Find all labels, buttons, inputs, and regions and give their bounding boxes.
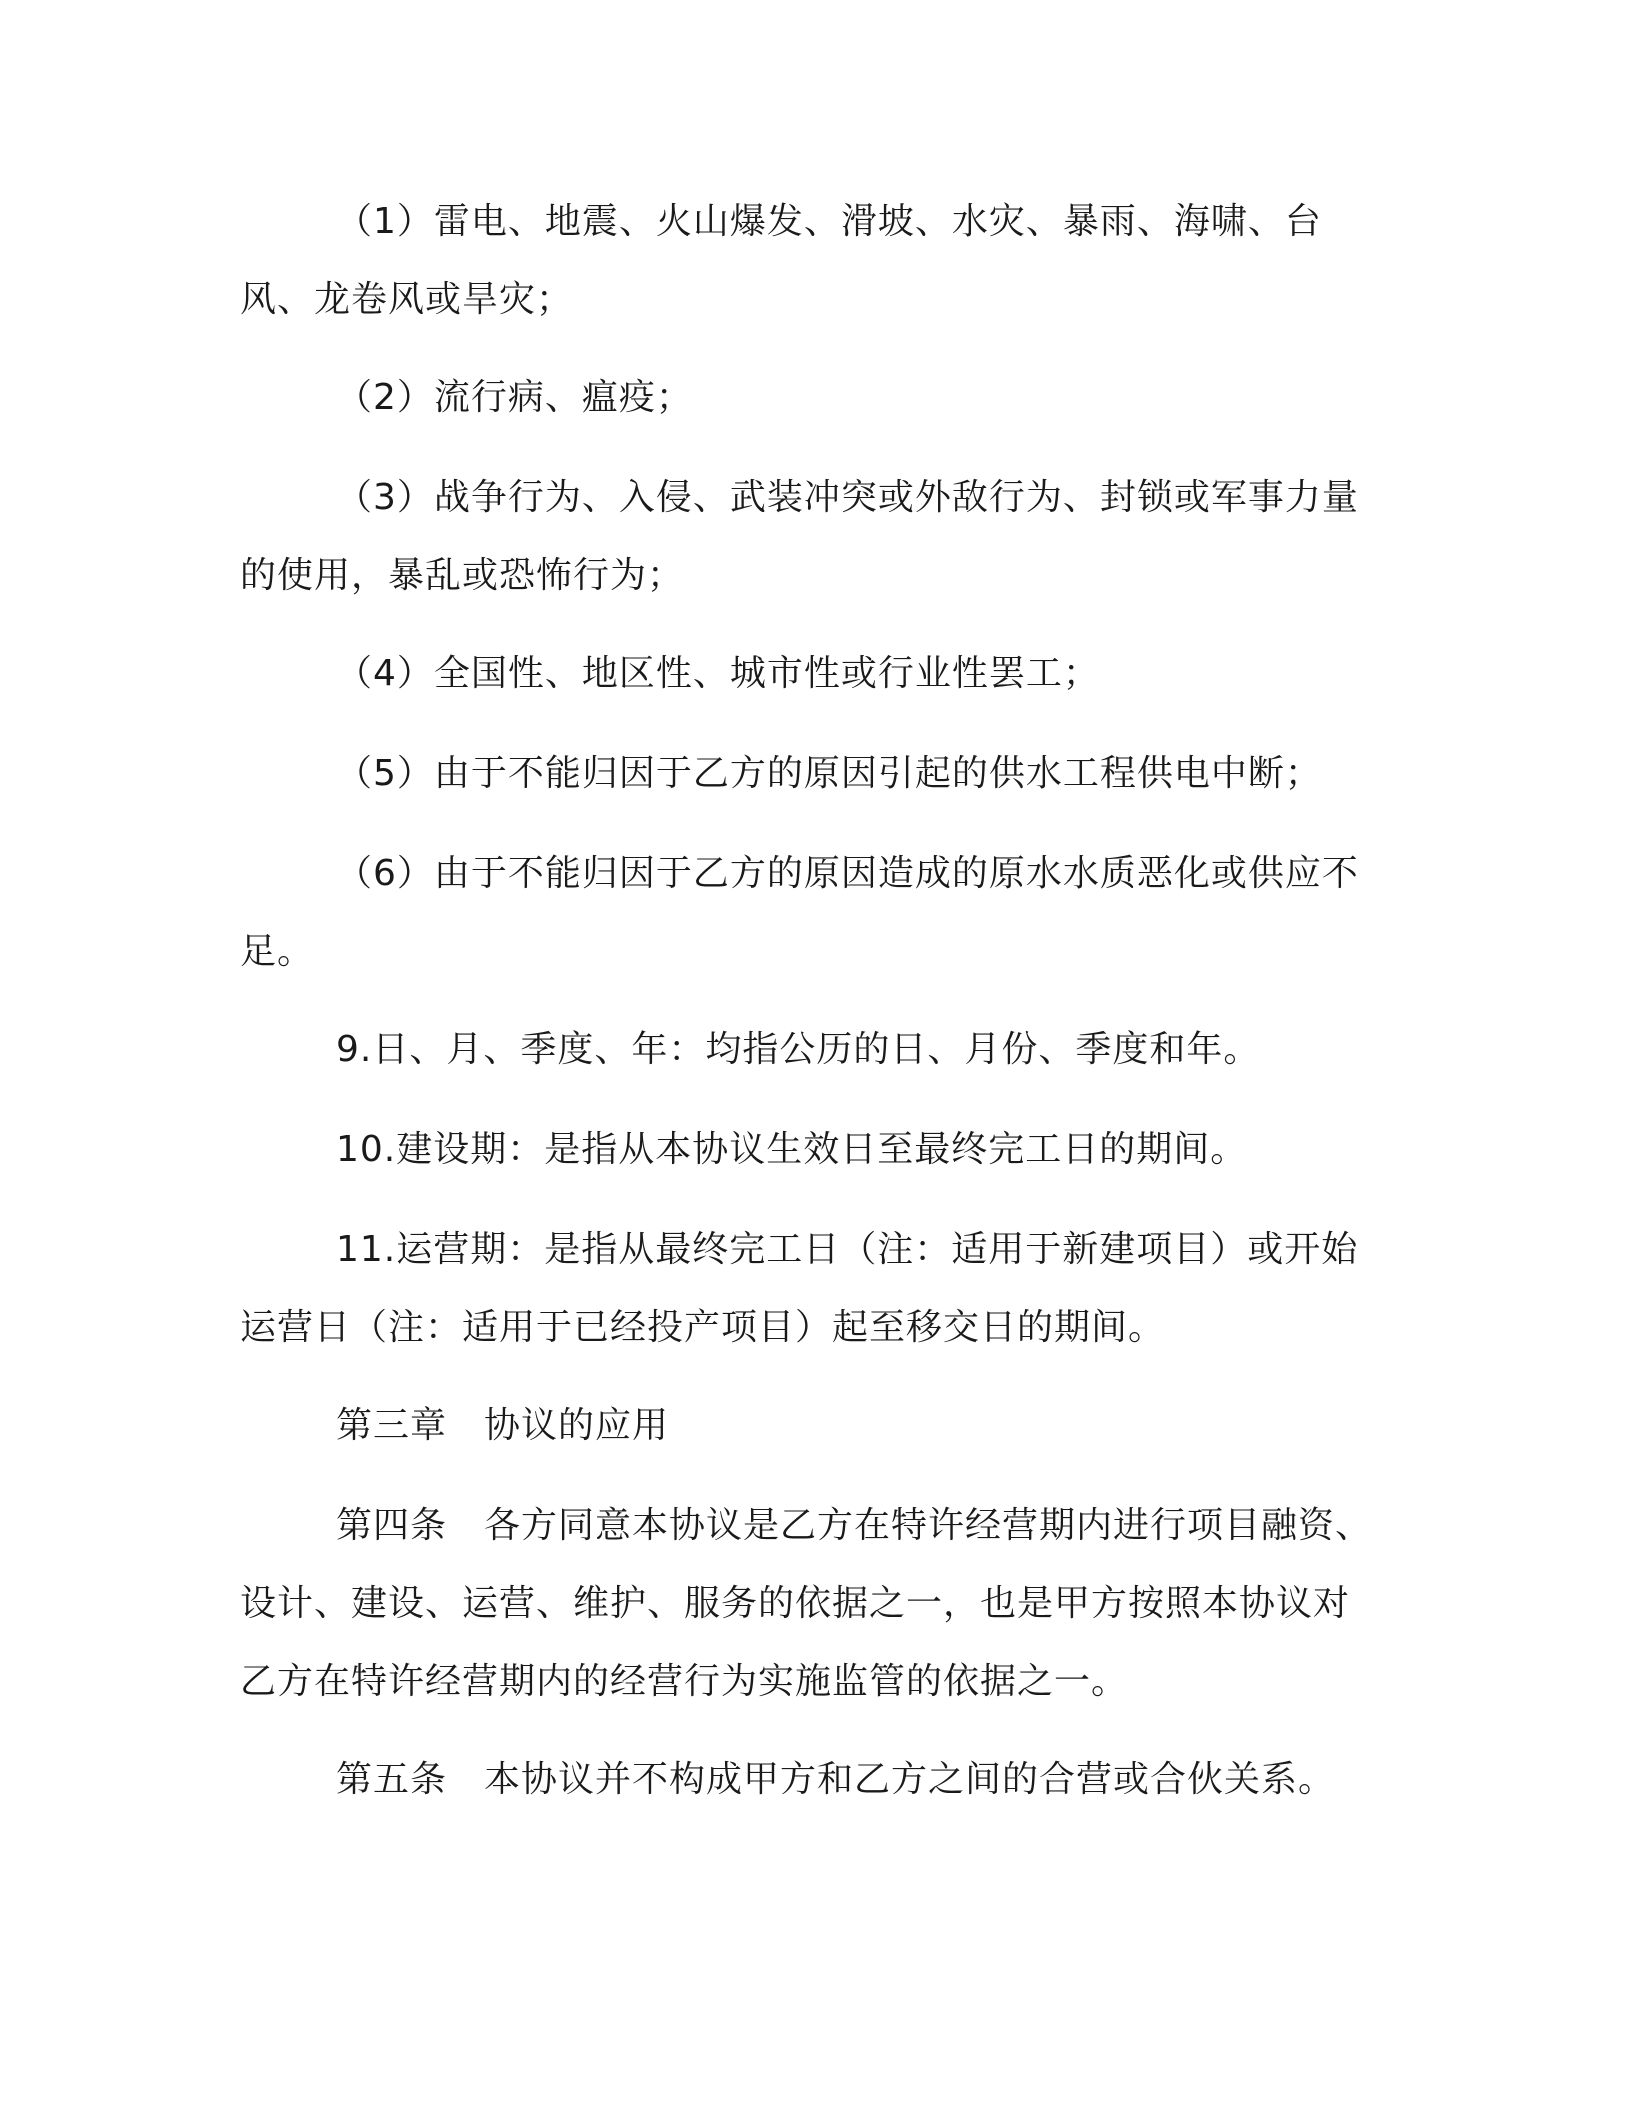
clause-force-majeure-6: （6）由于不能归因于乙方的原因造成的原水水质恶化或供应不足。 (240, 853, 1359, 972)
clause-force-majeure-1: （1）雷电、地震、火山爆发、滑坡、水灾、暴雨、海啸、台风、龙卷风或旱灾； (240, 201, 1322, 320)
clause-force-majeure-3: （3）战争行为、入侵、武装冲突或外敌行为、封锁或军事力量的使用，暴乱或恐怖行为； (240, 477, 1359, 596)
clause-force-majeure-4: （4）全国性、地区性、城市性或行业性罢工； (336, 653, 1100, 694)
article-4: 第四条 各方同意本协议是乙方在特许经营期内进行项目融资、设计、建设、运营、维护、服务的依据之一，也是甲方按照本协议对乙方在特许经营期内的经营行为实施监管的依据之一。 (240, 1505, 1373, 1702)
clause-force-majeure-2: （2）流行病、瘟疫； (336, 377, 693, 418)
chapter-3-heading: 第三章 协议的应用 (336, 1405, 670, 1446)
definition-11: 11.运营期：是指从最终完工日（注：适用于新建项目）或开始运营日（注：适用于已经投产项目）起至移交日的期间。 (240, 1229, 1359, 1348)
clause-force-majeure-5: （5）由于不能归因于乙方的原因引起的供水工程供电中断； (336, 753, 1322, 794)
article-5: 第五条 本协议并不构成甲方和乙方之间的合营或合伙关系。 (336, 1759, 1336, 1800)
definition-10: 10.建设期：是指从本协议生效日至最终完工日的期间。 (336, 1129, 1248, 1170)
definition-9: 9.日、月、季度、年：均指公历的日、月份、季度和年。 (336, 1029, 1261, 1070)
